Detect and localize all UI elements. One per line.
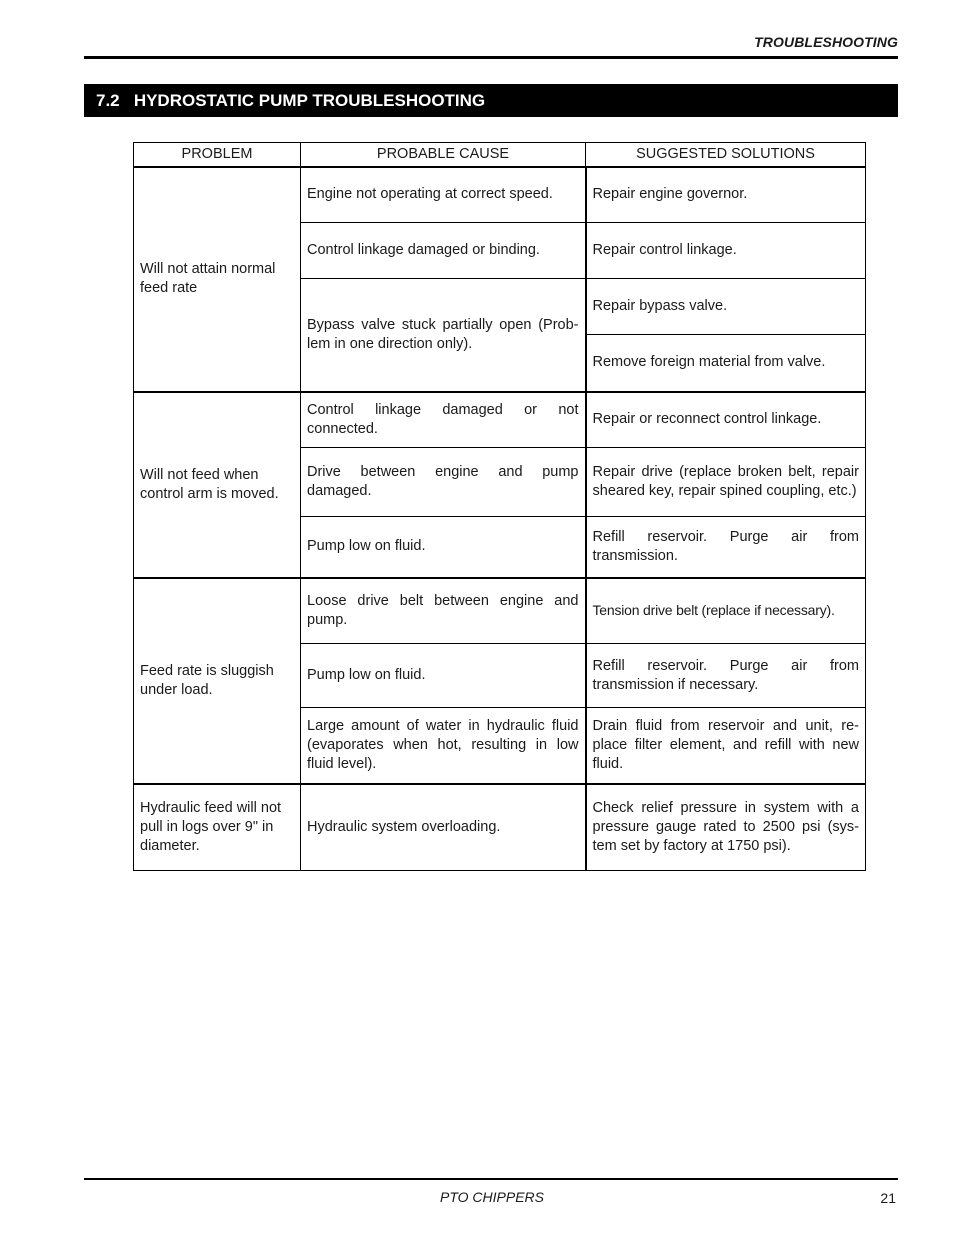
solution-cell: Drain fluid from reservoir and unit, re-place filter element, and refill with new fluid.	[586, 708, 866, 784]
running-header: TROUBLESHOOTING	[754, 34, 898, 50]
solution-cell: Repair drive (replace broken belt, repair sheared key, repair spined coupling, etc.)	[586, 448, 866, 517]
section-heading	[84, 84, 898, 117]
problem-cell: Will not attain normal feed rate	[134, 167, 301, 392]
header-rule	[84, 56, 898, 59]
solution-cell: Check relief pressure in system with a pressure gauge rated to 2500 psi (sys-tem set by factory at 1750 psi).	[586, 784, 866, 871]
section-number: 7.2	[96, 91, 120, 110]
table-row	[134, 784, 866, 871]
page-number: 21	[880, 1190, 896, 1206]
cause-cell: Control linkage damaged or not connected.	[301, 392, 586, 448]
section-title: HYDROSTATIC PUMP TROUBLESHOOTING	[133, 91, 486, 110]
column-header-suggested-solutions: SUGGESTED SOLUTIONS	[586, 143, 866, 167]
solution-cell: Tension drive belt (replace if necessary).	[586, 578, 866, 644]
cause-cell: Bypass valve stuck partially open (Prob-lem in one direction only).	[301, 279, 586, 392]
troubleshooting-table	[133, 142, 866, 871]
table-row	[134, 392, 866, 448]
cause-cell: Loose drive belt between engine and pump.	[301, 578, 586, 644]
column-header-problem: PROBLEM	[134, 143, 301, 167]
solution-cell: Repair engine governor.	[586, 167, 866, 223]
solution-cell: Repair control linkage.	[586, 223, 866, 279]
column-header-probable-cause: PROBABLE CAUSE	[301, 143, 586, 167]
solution-cell: Refill reservoir. Purge air from transmission.	[586, 517, 866, 578]
cause-cell: Drive between engine and pump damaged.	[301, 448, 586, 517]
solution-cell: Remove foreign material from valve.	[586, 335, 866, 392]
problem-cell: Will not feed when control arm is moved.	[134, 392, 301, 578]
solution-cell: Refill reservoir. Purge air from transmission if necessary.	[586, 644, 866, 708]
cause-cell: Engine not operating at correct speed.	[301, 167, 586, 223]
footer-title: PTO CHIPPERS	[440, 1189, 544, 1205]
solution-cell: Repair or reconnect control linkage.	[586, 392, 866, 448]
cause-cell: Large amount of water in hydraulic fluid (evaporates when hot, resulting in low fluid level).	[301, 708, 586, 784]
table-row	[134, 578, 866, 644]
problem-cell: Hydraulic feed will not pull in logs over 9" in diameter.	[134, 784, 301, 871]
cause-cell: Pump low on fluid.	[301, 517, 586, 578]
cause-cell: Hydraulic system overloading.	[301, 784, 586, 871]
problem-cell: Feed rate is sluggish under load.	[134, 578, 301, 784]
cause-cell: Pump low on fluid.	[301, 644, 586, 708]
table-header-row	[134, 143, 866, 167]
table-row	[134, 167, 866, 223]
cause-cell: Control linkage damaged or binding.	[301, 223, 586, 279]
footer-rule	[84, 1178, 898, 1180]
solution-cell: Repair bypass valve.	[586, 279, 866, 335]
